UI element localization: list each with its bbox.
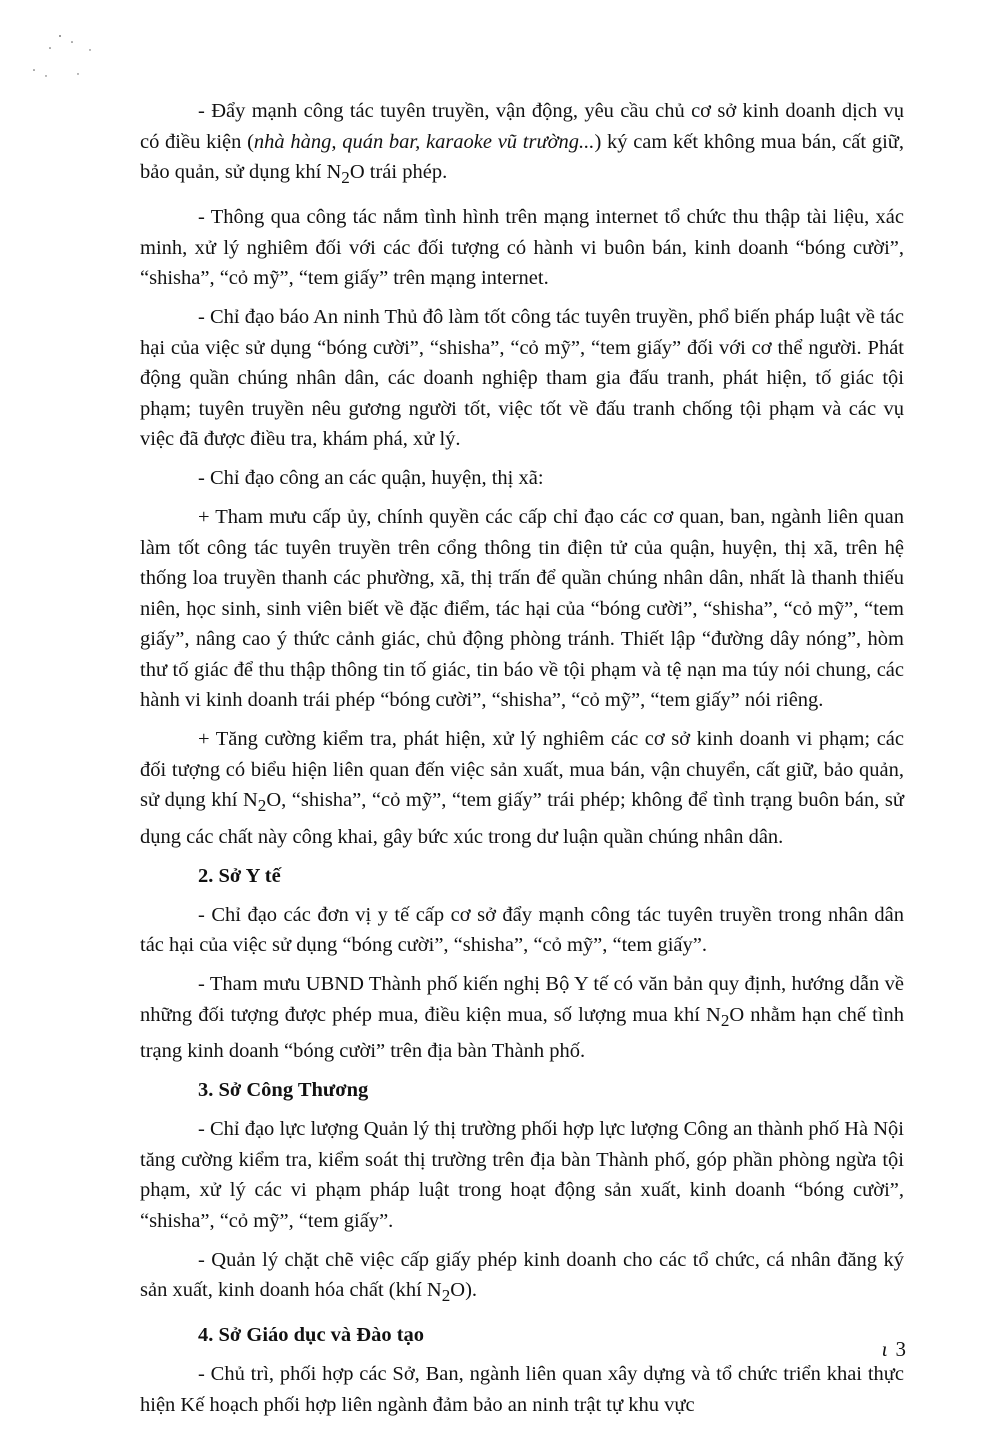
text-run: - Quản lý chặt chẽ việc cấp giấy phép kinh doanh cho các tổ chức, cá nhân đăng ký sản xuất, kinh doanh hóa chất (khí N: [140, 1248, 904, 1302]
initial-mark: ɩ: [881, 1337, 888, 1361]
text-run: - Đẩy mạnh công tác tuyên truyền, vận động, yêu cầu chủ cơ sở kinh doanh dịch vụ có điều kiện (: [140, 100, 904, 153]
text-run: - Chỉ đạo các đơn vị y tế cấp cơ sở đẩy mạnh công tác tuyên truyền trong nhân dân tác hại của việc sử dụng “bóng cười”, “shisha”, “cỏ mỹ”, “tem giấy”.: [140, 903, 904, 957]
text-run: 3. Sở Công Thương: [198, 1079, 369, 1102]
paragraph: [140, 502, 904, 716]
text-run: - Chỉ đạo lực lượng Quản lý thị trường phối hợp lực lượng Công an thành phố Hà Nội tăng cường kiểm tra, kiểm soát thị trường trên địa bàn Thành phố, góp phần phòng ngừa tội phạm, xử lý các vi phạm pháp luật trong hoạt động sản xuất, kinh doanh “bóng cười”, “shisha”, “cỏ mỹ”, “tem giấy”.: [140, 1118, 904, 1232]
text-run: O, “shisha”, “cỏ mỹ”, “tem giấy” trái phép; không để tình trạng buôn bán, sử dụng các chất này công khai, gây bức xúc trong dư luận quần chúng nhân dân.: [140, 789, 904, 848]
subscript: 2: [257, 796, 267, 816]
paragraph: [140, 463, 904, 494]
text-run: - Chỉ đạo công an các quận, huyện, thị xã:: [198, 467, 544, 490]
paragraph: [140, 96, 904, 194]
text-run: - Thông qua công tác nắm tình hình trên mạng internet tổ chức thu thập tài liệu, xác minh, xử lý nghiêm đối với các đối tượng có hành vi buôn bán, kinh doanh “bóng cười”, “shisha”, “cỏ mỹ”, “tem giấy” trên mạng internet.: [140, 206, 904, 290]
paragraph: [140, 900, 904, 961]
paragraph: [140, 1114, 904, 1236]
section-heading: [140, 1320, 904, 1351]
text-run: O).: [450, 1279, 478, 1302]
page-number: 3: [895, 1337, 906, 1361]
section-heading: [140, 1075, 904, 1106]
text-run: 4. Sở Giáo dục và Đào tạo: [198, 1324, 425, 1347]
text-run: O trái phép.: [349, 161, 448, 183]
text-run: - Chỉ đạo báo An ninh Thủ đô làm tốt công tác tuyên truyền, phổ biến pháp luật về tác hại của việc sử dụng “bóng cười”, “shisha”, “cỏ mỹ”, “tem giấy” đối với cơ thể người. Phát động quần chúng nhân dân, các doanh nghiệp tham gia đấu tranh, phát hiện, tố giác tội phạm; tuyên truyền nêu gương người tốt, việc tốt về đấu tranh chống tội phạm và các vụ việc đã được điều tra, khám phá, xử lý.: [140, 306, 904, 451]
subscript: 2: [341, 168, 350, 188]
page-footer: [882, 1336, 906, 1362]
scan-specks: [20, 30, 100, 90]
text-run: - Chủ trì, phối hợp các Sở, Ban, ngành liên quan xây dựng và tổ chức triển khai thực hiện Kế hoạch phối hợp liên ngành đảm bảo an ninh trật tự khu vực: [140, 1363, 904, 1416]
document-body: [140, 96, 904, 1429]
text-run: - Tham mưu UBND Thành phố kiến nghị Bộ Y tế có văn bản quy định, hướng dẫn về những đối tượng được phép mua, điều kiện mua, số lượng mua khí N: [140, 973, 904, 1026]
text-run: + Tham mưu cấp ủy, chính quyền các cấp chỉ đạo các cơ quan, ban, ngành liên quan làm tốt công tác tuyên truyền trên cổng thông tin điện tử của quận, huyện, thị xã, trên hệ thống loa truyền thanh các phường, xã, thị trấn để quần chúng nhân dân, nhất là thanh thiếu niên, học sinh, sinh viên biết về đặc điểm, tác hại của “bóng cười”, “shisha”, “cỏ mỹ”, “tem giấy”, nâng cao ý thức cảnh giác, chủ động phòng tránh. Thiết lập “đường dây nóng”, hòm thư tố giác để thu thập thông tin tố giác, tin báo về tội phạm và tệ nạn ma túy nói chung, các hành vi kinh doanh trái phép “bóng cười”, “shisha”, “cỏ mỹ”, “tem giấy” nói riêng.: [140, 506, 904, 712]
text-run: O nhằm hạn chế tình trạng kinh doanh “bóng cười” trên địa bàn Thành phố.: [140, 1003, 904, 1063]
text-run: ) ký cam kết không mua bán, cất giữ, bảo quản, sử dụng khí N: [140, 130, 905, 183]
paragraph: [140, 724, 904, 852]
paragraph: [140, 1359, 904, 1420]
paragraph: [140, 1245, 904, 1312]
subscript: 2: [720, 1010, 730, 1030]
italic-text: nhà hàng, quán bar, karaoke vũ trường...: [253, 130, 595, 153]
text-run: 2. Sở Y tế: [198, 864, 281, 887]
paragraph: [140, 969, 904, 1067]
subscript: 2: [441, 1286, 451, 1306]
paragraph: [140, 202, 904, 294]
paragraph: [140, 302, 904, 455]
text-run: + Tăng cường kiểm tra, phát hiện, xử lý nghiêm các cơ sở kinh doanh vi phạm; các đối tượng có biểu hiện liên quan đến việc sản xuất, mua bán, vận chuyển, cất giữ, bảo quản, sử dụng khí N: [140, 728, 904, 812]
section-heading: [140, 861, 904, 892]
